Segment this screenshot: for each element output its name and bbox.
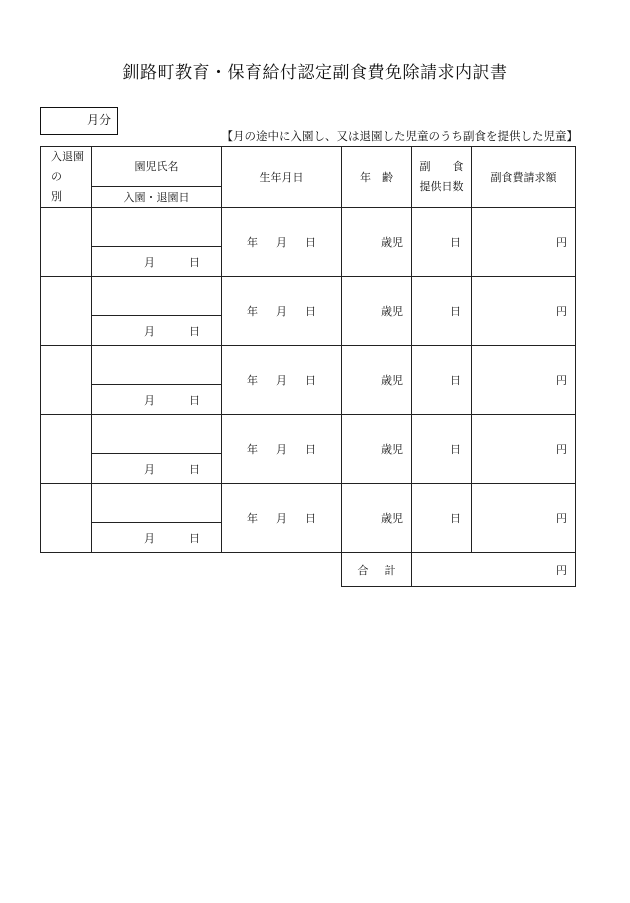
row-2-entry-exit-date[interactable] (92, 316, 222, 346)
row-3-entry-exit-date[interactable] (92, 385, 222, 415)
row-2-month-unit: 月 (276, 305, 287, 318)
row-3-yen-unit: 円 (556, 374, 567, 387)
row-4-date-day-unit: 日 (189, 462, 200, 476)
header-meal-days-line2: 提供日数 (419, 180, 464, 193)
total-label (342, 553, 412, 587)
row-1-meal-days[interactable] (412, 208, 472, 277)
row-3-date-day-unit: 日 (189, 393, 200, 407)
header-birthdate: 生年月日 (222, 147, 342, 208)
row-5-kubun[interactable] (41, 484, 92, 553)
row-5-age-unit: 歳児 (381, 512, 403, 525)
row-2-age-unit: 歳児 (381, 305, 403, 318)
row-1-entry-exit-date[interactable] (92, 247, 222, 277)
row-1-month-unit: 月 (276, 236, 287, 249)
row-4-days-unit: 日 (450, 443, 461, 456)
row-1-amount[interactable] (472, 208, 576, 277)
row-2-name[interactable] (92, 277, 222, 316)
row-4-age[interactable] (342, 415, 412, 484)
month-unit-label: 月分 (86, 113, 111, 127)
row-5-entry-exit-date[interactable] (92, 523, 222, 553)
row-5-days-unit: 日 (450, 512, 461, 525)
row-1-day-unit: 日 (305, 236, 316, 249)
row-2-year-unit: 年 (247, 305, 258, 318)
row-5-year-unit: 年 (247, 512, 258, 525)
row-4-yen-unit: 円 (556, 443, 567, 456)
row-5-date-month-unit: 月 (144, 531, 155, 545)
header-kubun (41, 147, 92, 208)
row-3-days-unit: 日 (450, 374, 461, 387)
total-yen-unit: 円 (556, 563, 567, 577)
row-5-month-unit: 月 (276, 512, 287, 525)
note-text: 【月の途中に入園し、又は退園した児童のうち副食を提供した児童】 (221, 129, 578, 143)
breakdown-table (40, 146, 576, 587)
row-5-yen-unit: 円 (556, 512, 567, 525)
row-4-date-month-unit: 月 (144, 462, 155, 476)
row-5-meal-days[interactable] (412, 484, 472, 553)
row-1-year-unit: 年 (247, 236, 258, 249)
row-4-age-unit: 歳児 (381, 443, 403, 456)
row-2-date-month-unit: 月 (144, 324, 155, 338)
row-4-entry-exit-date[interactable] (92, 454, 222, 484)
row-3-kubun[interactable] (41, 346, 92, 415)
row-4-meal-days[interactable] (412, 415, 472, 484)
row-4-year-unit: 年 (247, 443, 258, 456)
row-3-month-unit: 月 (276, 374, 287, 387)
row-5-amount[interactable] (472, 484, 576, 553)
row-5-birthdate[interactable] (222, 484, 342, 553)
row-1-date-month-unit: 月 (144, 255, 155, 269)
row-2-date-day-unit: 日 (189, 324, 200, 338)
row-1-kubun[interactable] (41, 208, 92, 277)
document-title: 釧路町教育・保育給付認定副食費免除請求内訳書 (122, 63, 508, 83)
row-4-name[interactable] (92, 415, 222, 454)
row-3-name[interactable] (92, 346, 222, 385)
row-3-amount[interactable] (472, 346, 576, 415)
header-entry-exit-date: 入園・退園日 (92, 186, 222, 207)
row-4-birthdate[interactable] (222, 415, 342, 484)
row-4-day-unit: 日 (305, 443, 316, 456)
total-label-2: 計 (384, 563, 396, 577)
total-amount[interactable] (412, 553, 576, 587)
row-3-year-unit: 年 (247, 374, 258, 387)
row-5-name[interactable] (92, 484, 222, 523)
row-2-meal-days[interactable] (412, 277, 472, 346)
total-spacer (41, 553, 342, 587)
row-4-amount[interactable] (472, 415, 576, 484)
row-2-days-unit: 日 (450, 305, 461, 318)
row-4-month-unit: 月 (276, 443, 287, 456)
header-claim-amount: 副食費請求額 (472, 147, 576, 208)
row-3-age-unit: 歳児 (381, 374, 403, 387)
row-4-kubun[interactable] (41, 415, 92, 484)
row-5-age[interactable] (342, 484, 412, 553)
row-1-days-unit: 日 (450, 236, 461, 249)
row-2-day-unit: 日 (305, 305, 316, 318)
total-label-1: 合 (357, 563, 369, 577)
month-input-box[interactable] (40, 107, 118, 135)
header-meal-days (412, 147, 472, 208)
header-age: 年 齢 (342, 147, 412, 208)
row-1-age[interactable] (342, 208, 412, 277)
row-3-age[interactable] (342, 346, 412, 415)
header-kubun-line2: の 別 (51, 170, 68, 203)
row-2-amount[interactable] (472, 277, 576, 346)
row-5-date-day-unit: 日 (189, 531, 200, 545)
row-2-birthdate[interactable] (222, 277, 342, 346)
row-1-yen-unit: 円 (556, 236, 567, 249)
row-1-age-unit: 歳児 (381, 236, 403, 249)
row-3-day-unit: 日 (305, 374, 316, 387)
row-5-day-unit: 日 (305, 512, 316, 525)
header-kubun-line1: 入退園 (51, 150, 84, 163)
row-2-age[interactable] (342, 277, 412, 346)
row-3-birthdate[interactable] (222, 346, 342, 415)
row-1-birthdate[interactable] (222, 208, 342, 277)
row-3-meal-days[interactable] (412, 346, 472, 415)
header-child-name: 園児氏名 (92, 147, 222, 187)
row-1-name[interactable] (92, 208, 222, 247)
row-1-date-day-unit: 日 (189, 255, 200, 269)
row-2-kubun[interactable] (41, 277, 92, 346)
row-2-yen-unit: 円 (556, 305, 567, 318)
row-3-date-month-unit: 月 (144, 393, 155, 407)
header-meal-days-line1: 副 食 (419, 160, 464, 173)
